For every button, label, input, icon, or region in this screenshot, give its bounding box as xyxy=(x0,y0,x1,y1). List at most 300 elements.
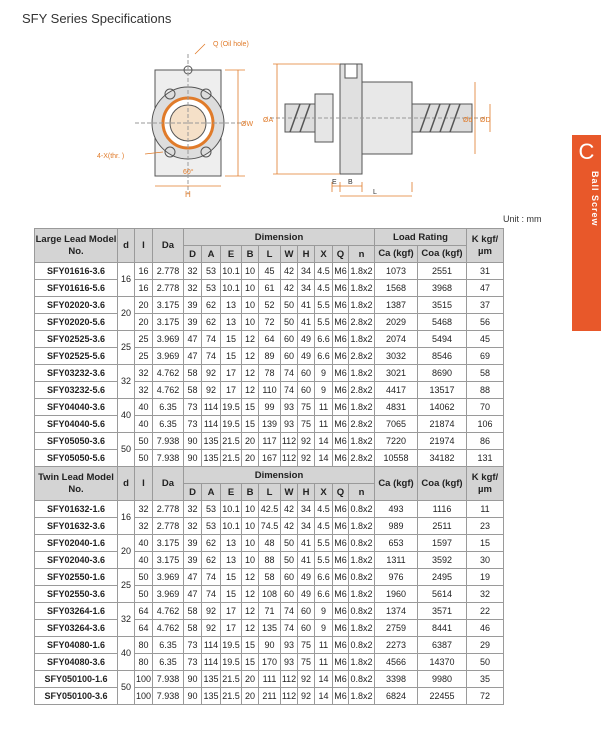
value-cell: 17 xyxy=(221,382,242,399)
value-cell: 45 xyxy=(259,263,281,280)
value-cell: 71 xyxy=(259,603,281,620)
value-cell: 69 xyxy=(467,348,504,365)
value-cell: 3032 xyxy=(375,348,418,365)
value-cell: 73 xyxy=(184,399,202,416)
value-cell: 62 xyxy=(202,552,221,569)
value-cell: 25 xyxy=(135,348,153,365)
col-dimension: Dimension xyxy=(184,229,375,246)
value-cell: 7065 xyxy=(375,416,418,433)
model-cell: SFY04040-5.6 xyxy=(35,416,118,433)
value-cell: 0.8x2 xyxy=(349,535,375,552)
value-cell: 3.969 xyxy=(153,569,184,586)
col-dim-n: n xyxy=(349,484,375,501)
table-row xyxy=(35,399,504,416)
value-cell: 11 xyxy=(315,399,333,416)
value-cell: 50 xyxy=(135,586,153,603)
value-cell: 50 xyxy=(135,450,153,467)
value-cell: 10.1 xyxy=(221,501,242,518)
col-dim-e: E xyxy=(221,246,242,263)
value-cell: 1.8x2 xyxy=(349,365,375,382)
value-cell: 41 xyxy=(298,552,315,569)
value-cell: 135 xyxy=(259,620,281,637)
value-cell: 3.175 xyxy=(153,297,184,314)
page-title: SFY Series Specifications xyxy=(22,11,172,26)
table-row xyxy=(35,552,504,569)
col-dimension: Dimension xyxy=(184,467,375,484)
value-cell: 93 xyxy=(281,654,298,671)
col-dim-q: Q xyxy=(333,246,349,263)
value-cell: 6.35 xyxy=(153,416,184,433)
value-cell: 100 xyxy=(135,671,153,688)
value-cell: 42 xyxy=(281,501,298,518)
value-cell: 42 xyxy=(281,280,298,297)
value-cell: 73 xyxy=(184,654,202,671)
value-cell: 114 xyxy=(202,654,221,671)
value-cell: 58 xyxy=(184,620,202,637)
d-cell: 50 xyxy=(118,671,135,705)
model-cell: SFY02525-5.6 xyxy=(35,348,118,365)
model-cell: SFY02550-1.6 xyxy=(35,569,118,586)
value-cell: 7.938 xyxy=(153,671,184,688)
col-i: I xyxy=(135,229,153,263)
value-cell: 2.8x2 xyxy=(349,450,375,467)
value-cell: 12 xyxy=(242,569,259,586)
model-cell: SFY02020-3.6 xyxy=(35,297,118,314)
value-cell: 6.6 xyxy=(315,586,333,603)
value-cell: 19.5 xyxy=(221,399,242,416)
value-cell: M6 xyxy=(333,603,349,620)
value-cell: 5494 xyxy=(418,331,467,348)
value-cell: 32 xyxy=(184,280,202,297)
value-cell: 22455 xyxy=(418,688,467,705)
unit-label: Unit : mm xyxy=(503,214,542,224)
value-cell: 13 xyxy=(221,297,242,314)
value-cell: 49 xyxy=(298,569,315,586)
col-d: d xyxy=(118,229,135,263)
table-row xyxy=(35,433,504,450)
col-ca: Ca (kgf) xyxy=(375,246,418,263)
model-cell: SFY050100-3.6 xyxy=(35,688,118,705)
value-cell: 15 xyxy=(242,399,259,416)
col-da: Da xyxy=(153,229,184,263)
value-cell: 4.762 xyxy=(153,620,184,637)
table-row xyxy=(35,280,504,297)
value-cell: 3571 xyxy=(418,603,467,620)
model-cell: SFY05050-5.6 xyxy=(35,450,118,467)
col-coa: Coa (kgf) xyxy=(418,467,467,501)
value-cell: 1.8x2 xyxy=(349,586,375,603)
ball-nut-drawing xyxy=(95,34,505,204)
value-cell: M6 xyxy=(333,297,349,314)
col-dim-x: X xyxy=(315,484,333,501)
value-cell: 114 xyxy=(202,399,221,416)
value-cell: 14 xyxy=(315,671,333,688)
value-cell: 14062 xyxy=(418,399,467,416)
value-cell: M6 xyxy=(333,586,349,603)
value-cell: 4417 xyxy=(375,382,418,399)
value-cell: 1.8x2 xyxy=(349,280,375,297)
value-cell: 92 xyxy=(202,603,221,620)
value-cell: 112 xyxy=(281,671,298,688)
value-cell: 74 xyxy=(281,365,298,382)
value-cell: 50 xyxy=(281,535,298,552)
value-cell: 11 xyxy=(315,416,333,433)
d-cell: 32 xyxy=(118,603,135,637)
value-cell: 72 xyxy=(259,314,281,331)
value-cell: M6 xyxy=(333,331,349,348)
value-cell: 7.938 xyxy=(153,450,184,467)
model-cell: SFY01616-3.6 xyxy=(35,263,118,280)
h-label: H xyxy=(185,190,191,199)
value-cell: 4.5 xyxy=(315,263,333,280)
value-cell: M6 xyxy=(333,314,349,331)
value-cell: 60 xyxy=(298,603,315,620)
value-cell: 72 xyxy=(467,688,504,705)
value-cell: 15 xyxy=(467,535,504,552)
value-cell: 17 xyxy=(221,603,242,620)
value-cell: 32 xyxy=(184,501,202,518)
value-cell: 1116 xyxy=(418,501,467,518)
d-cell: 50 xyxy=(118,433,135,467)
value-cell: M6 xyxy=(333,501,349,518)
value-cell: 45 xyxy=(467,331,504,348)
col-da: Da xyxy=(153,467,184,501)
value-cell: 20 xyxy=(242,671,259,688)
value-cell: 93 xyxy=(281,399,298,416)
tab-letter: C xyxy=(578,139,595,164)
value-cell: 3515 xyxy=(418,297,467,314)
tab-text: Ball Screw xyxy=(590,171,600,227)
value-cell: 10.1 xyxy=(221,280,242,297)
value-cell: 6387 xyxy=(418,637,467,654)
table-row xyxy=(35,331,504,348)
table-row xyxy=(35,654,504,671)
value-cell: 73 xyxy=(184,416,202,433)
model-cell: SFY04080-1.6 xyxy=(35,637,118,654)
value-cell: 3021 xyxy=(375,365,418,382)
value-cell: 493 xyxy=(375,501,418,518)
table-row xyxy=(35,263,504,280)
twin-lead-body xyxy=(35,501,504,705)
model-cell: SFY05050-3.6 xyxy=(35,433,118,450)
value-cell: 32 xyxy=(135,501,153,518)
value-cell: M6 xyxy=(333,535,349,552)
value-cell: 93 xyxy=(281,416,298,433)
value-cell: 50 xyxy=(281,297,298,314)
value-cell: 15 xyxy=(242,637,259,654)
value-cell: 74.5 xyxy=(259,518,281,535)
value-cell: 5.5 xyxy=(315,552,333,569)
value-cell: 7220 xyxy=(375,433,418,450)
value-cell: 11 xyxy=(467,501,504,518)
value-cell: 34 xyxy=(298,518,315,535)
value-cell: 211 xyxy=(259,688,281,705)
value-cell: 19.5 xyxy=(221,654,242,671)
value-cell: 60 xyxy=(298,382,315,399)
value-cell: 6.35 xyxy=(153,399,184,416)
value-cell: 1960 xyxy=(375,586,418,603)
table-row xyxy=(35,501,504,518)
value-cell: 1.8x2 xyxy=(349,263,375,280)
value-cell: 1387 xyxy=(375,297,418,314)
value-cell: 5614 xyxy=(418,586,467,603)
col-dim-x: X xyxy=(315,246,333,263)
value-cell: 34 xyxy=(298,501,315,518)
col-dim-l: L xyxy=(259,484,281,501)
value-cell: 20 xyxy=(242,433,259,450)
col-dim-n: n xyxy=(349,246,375,263)
value-cell: 62 xyxy=(202,535,221,552)
value-cell: 23 xyxy=(467,518,504,535)
d-cell: 16 xyxy=(118,501,135,535)
value-cell: M6 xyxy=(333,280,349,297)
value-cell: M6 xyxy=(333,688,349,705)
table-row xyxy=(35,365,504,382)
value-cell: 93 xyxy=(281,637,298,654)
value-cell: 86 xyxy=(467,433,504,450)
model-cell: SFY02040-3.6 xyxy=(35,552,118,569)
thread-label: 4-X(thr. ) xyxy=(97,153,125,160)
value-cell: 74 xyxy=(202,586,221,603)
value-cell: 47 xyxy=(184,569,202,586)
value-cell: 58 xyxy=(184,603,202,620)
value-cell: 135 xyxy=(202,450,221,467)
value-cell: 70 xyxy=(467,399,504,416)
col-dim-e: E xyxy=(221,484,242,501)
value-cell: 1.8x2 xyxy=(349,433,375,450)
value-cell: 58 xyxy=(184,365,202,382)
d-cell: 32 xyxy=(118,365,135,399)
value-cell: 3.175 xyxy=(153,552,184,569)
table-row xyxy=(35,688,504,705)
model-cell: SFY03232-3.6 xyxy=(35,365,118,382)
value-cell: 11 xyxy=(315,637,333,654)
value-cell: 0.8x2 xyxy=(349,603,375,620)
value-cell: 112 xyxy=(281,433,298,450)
value-cell: 3.969 xyxy=(153,331,184,348)
d-cell: 25 xyxy=(118,331,135,365)
value-cell: 10 xyxy=(242,518,259,535)
value-cell: 3.969 xyxy=(153,586,184,603)
table-row xyxy=(35,297,504,314)
model-cell: SFY02020-5.6 xyxy=(35,314,118,331)
value-cell: 9 xyxy=(315,620,333,637)
value-cell: 75 xyxy=(298,399,315,416)
value-cell: 34 xyxy=(298,263,315,280)
value-cell: 139 xyxy=(259,416,281,433)
value-cell: 4.5 xyxy=(315,280,333,297)
value-cell: 50 xyxy=(135,569,153,586)
value-cell: 13517 xyxy=(418,382,467,399)
value-cell: 7.938 xyxy=(153,688,184,705)
value-cell: 111 xyxy=(259,671,281,688)
value-cell: 6.6 xyxy=(315,569,333,586)
value-cell: 64 xyxy=(135,603,153,620)
table-row xyxy=(35,586,504,603)
value-cell: 60 xyxy=(281,348,298,365)
value-cell: 50 xyxy=(281,314,298,331)
value-cell: 1597 xyxy=(418,535,467,552)
value-cell: 12 xyxy=(242,331,259,348)
value-cell: 64 xyxy=(135,620,153,637)
value-cell: 35 xyxy=(467,671,504,688)
value-cell: 14 xyxy=(315,450,333,467)
col-coa: Coa (kgf) xyxy=(418,246,467,263)
value-cell: 2273 xyxy=(375,637,418,654)
col-dim-d: D xyxy=(184,246,202,263)
value-cell: M6 xyxy=(333,382,349,399)
value-cell: 60 xyxy=(298,365,315,382)
value-cell: 12 xyxy=(242,348,259,365)
value-cell: 88 xyxy=(467,382,504,399)
value-cell: 48 xyxy=(259,535,281,552)
value-cell: 62 xyxy=(202,314,221,331)
value-cell: 2.778 xyxy=(153,280,184,297)
model-cell: SFY04040-3.6 xyxy=(35,399,118,416)
value-cell: 92 xyxy=(202,620,221,637)
d-cell: 40 xyxy=(118,399,135,433)
value-cell: 99 xyxy=(259,399,281,416)
value-cell: 0.8x2 xyxy=(349,637,375,654)
l-label: L xyxy=(373,189,377,196)
value-cell: 56 xyxy=(467,314,504,331)
value-cell: 21.5 xyxy=(221,671,242,688)
value-cell: 5468 xyxy=(418,314,467,331)
value-cell: 114 xyxy=(202,416,221,433)
value-cell: M6 xyxy=(333,637,349,654)
model-cell: SFY01632-1.6 xyxy=(35,501,118,518)
value-cell: 92 xyxy=(298,450,315,467)
value-cell: 8690 xyxy=(418,365,467,382)
value-cell: 117 xyxy=(259,433,281,450)
value-cell: 10 xyxy=(242,297,259,314)
value-cell: 19.5 xyxy=(221,416,242,433)
value-cell: 41 xyxy=(298,535,315,552)
value-cell: 2.778 xyxy=(153,501,184,518)
value-cell: 60 xyxy=(281,586,298,603)
twin-lead-header xyxy=(35,467,504,501)
value-cell: 15 xyxy=(242,416,259,433)
value-cell: 9980 xyxy=(418,671,467,688)
model-cell: SFY03264-1.6 xyxy=(35,603,118,620)
value-cell: 90 xyxy=(184,450,202,467)
value-cell: 41 xyxy=(298,297,315,314)
col-dim-l: L xyxy=(259,246,281,263)
col-dim-a: A xyxy=(202,484,221,501)
value-cell: 110 xyxy=(259,382,281,399)
value-cell: 42 xyxy=(281,263,298,280)
model-cell: SFY01632-3.6 xyxy=(35,518,118,535)
large-lead-body xyxy=(35,263,504,467)
value-cell: 21974 xyxy=(418,433,467,450)
spec-table xyxy=(34,228,504,705)
w-label: ØW xyxy=(241,121,254,128)
value-cell: 21874 xyxy=(418,416,467,433)
value-cell: 53 xyxy=(202,263,221,280)
value-cell: 90 xyxy=(184,671,202,688)
value-cell: 5.5 xyxy=(315,535,333,552)
value-cell: 39 xyxy=(184,297,202,314)
value-cell: M6 xyxy=(333,416,349,433)
value-cell: 25 xyxy=(135,331,153,348)
table-row xyxy=(35,450,504,467)
value-cell: 4.762 xyxy=(153,365,184,382)
value-cell: 19.5 xyxy=(221,637,242,654)
d-small-label: Ød xyxy=(463,117,473,124)
model-cell: SFY050100-1.6 xyxy=(35,671,118,688)
value-cell: 74 xyxy=(202,569,221,586)
value-cell: M6 xyxy=(333,654,349,671)
table-row xyxy=(35,637,504,654)
value-cell: 15 xyxy=(221,348,242,365)
value-cell: 58 xyxy=(184,382,202,399)
value-cell: 17 xyxy=(221,620,242,637)
d-cell: 40 xyxy=(118,637,135,671)
value-cell: 6.6 xyxy=(315,348,333,365)
value-cell: 29 xyxy=(467,637,504,654)
value-cell: 13 xyxy=(221,552,242,569)
d-cell: 20 xyxy=(118,297,135,331)
value-cell: 2495 xyxy=(418,569,467,586)
value-cell: 42.5 xyxy=(259,501,281,518)
value-cell: 8546 xyxy=(418,348,467,365)
value-cell: 50 xyxy=(135,433,153,450)
value-cell: 49 xyxy=(298,331,315,348)
col-model: Large Lead Model No. xyxy=(35,229,118,263)
value-cell: 2759 xyxy=(375,620,418,637)
value-cell: 135 xyxy=(202,433,221,450)
value-cell: 4.762 xyxy=(153,603,184,620)
value-cell: 61 xyxy=(259,280,281,297)
value-cell: M6 xyxy=(333,552,349,569)
value-cell: 64 xyxy=(259,331,281,348)
table-row xyxy=(35,535,504,552)
value-cell: 16 xyxy=(135,263,153,280)
value-cell: 50 xyxy=(467,654,504,671)
table-row xyxy=(35,603,504,620)
value-cell: 47 xyxy=(184,586,202,603)
value-cell: M6 xyxy=(333,671,349,688)
value-cell: 3592 xyxy=(418,552,467,569)
value-cell: 2511 xyxy=(418,518,467,535)
value-cell: 20 xyxy=(242,450,259,467)
value-cell: 19 xyxy=(467,569,504,586)
value-cell: 10 xyxy=(242,280,259,297)
value-cell: 1374 xyxy=(375,603,418,620)
col-dim-q: Q xyxy=(333,484,349,501)
value-cell: 2.778 xyxy=(153,518,184,535)
value-cell: 40 xyxy=(135,416,153,433)
value-cell: 47 xyxy=(184,331,202,348)
value-cell: 10 xyxy=(242,535,259,552)
value-cell: 80 xyxy=(135,654,153,671)
value-cell: 1.8x2 xyxy=(349,552,375,569)
value-cell: 3398 xyxy=(375,671,418,688)
value-cell: 32 xyxy=(184,518,202,535)
model-cell: SFY02040-1.6 xyxy=(35,535,118,552)
table-row xyxy=(35,569,504,586)
value-cell: 10.1 xyxy=(221,518,242,535)
value-cell: 74 xyxy=(281,382,298,399)
value-cell: 11 xyxy=(315,654,333,671)
value-cell: 6.35 xyxy=(153,654,184,671)
value-cell: 34182 xyxy=(418,450,467,467)
value-cell: 1.8x2 xyxy=(349,297,375,314)
value-cell: 53 xyxy=(202,501,221,518)
large-lead-header xyxy=(35,229,504,263)
value-cell: 46 xyxy=(467,620,504,637)
col-dim-h: H xyxy=(298,484,315,501)
